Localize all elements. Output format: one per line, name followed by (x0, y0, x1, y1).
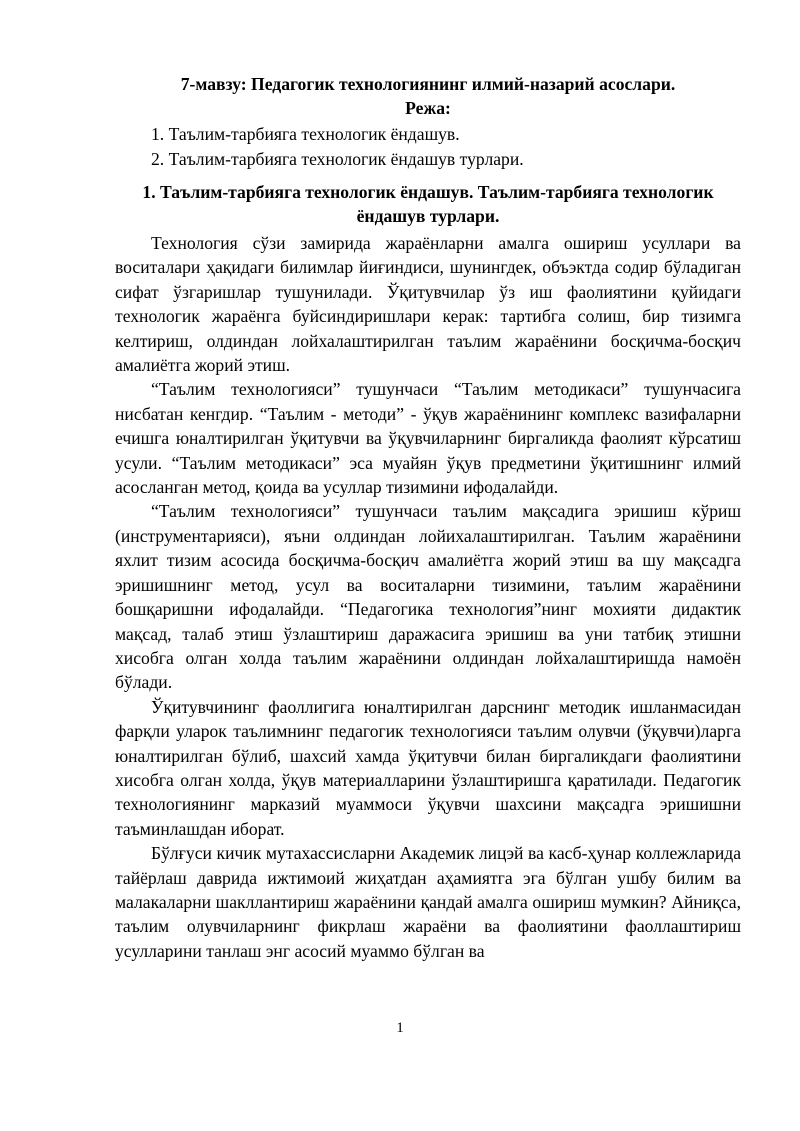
plan-list (151, 122, 741, 172)
document-title: 7-мавзу: Педагогик технологиянинг илмий-назарий асослари. (180, 74, 676, 94)
document-page (115, 72, 741, 963)
page-number: 1 (396, 1020, 404, 1036)
plan-heading: Режа: (405, 98, 451, 118)
paragraph: “Таълим технологияси” тушунчаси “Таълим методикаси” тушунчасига нисбатан кенгдир. “Таълим - методи” - ўқув жараёнининг комплекс вазифаларни ечишга юналтирилган ўқитувчи ва ўқувчиларнинг биргаликда фаолият кўрсатиш усули. “Таълим методикаси” эса муайян ўқув предметини ўқитишнинг илмий асосланган метод, қоида ва усуллар тизимини ифодалайди. (115, 379, 741, 498)
paragraph: Технология сўзи замирида жараёнларни амалга ошириш усуллари ва воситалари ҳақидаги билимлар йиғиндиси, шунингдек, объэктда содир бўладиган сифат ўзгаришлар тушунилади. Ўқитувчилар ўз иш фаолиятини қуйидаги технологик жараёнга буйсиндиришлари керак: тартибга солиш, бир тизимга келтириш, олдиндан лойхалаштирилган таълим жараёнини босқичма-босқич амалиётга жорий этиш. (115, 233, 741, 376)
section-heading: 1. Таълим-тарбияга технологик ёндашув. Таълим-тарбияга технологик ёндашув турлари. (142, 182, 714, 226)
plan-item: 2. Таълим-тарбияга технологик ёндашув турлари. (151, 149, 524, 169)
plan-item: 1. Таълим-тарбияга технологик ёндашув. (151, 124, 460, 144)
paragraph: Ўқитувчининг фаоллигига юналтирилган дарснинг методик ишланмасидан фарқли уларок таълимнинг педагогик технологияси таълим олувчи (ўқувчи)ларга юналтирилган бўлиб, шахсий хамда ўқитувчи билан биргаликдаги фаолиятини хисобга олган холда, ўқув материалларини ўзлаштиришга қаратилади. Педагогик технологиянинг марказий муаммоси ўқувчи шахсини мақсадга эришишни таъминлашдан иборат. (115, 696, 741, 839)
paragraph: Бўлғуси кичик мутахассисларни Академик лицэй ва касб-ҳунар коллежларида тайёрлаш даврида ижтимоий жиҳатдан аҳамиятга эга бўлган ушбу билим ва малакаларни шакллантириш жараёнини қандай амалга ошириш мумкин? Айниқса, таълим олувчиларнинг фикрлаш жараёни ва фаолиятини фаоллаштириш усулларини танлаш энг асосий муаммо бўлган ва (115, 843, 741, 961)
paragraph: “Таълим технологияси” тушунчаси таълим мақсадига эришиш кўриш (инструментарияси), яъни олдиндан лойихалаштирилган. Таълим жараёнини яхлит тизим асосида босқичма-босқич амалиётга жорий этиш ва шу мақсадга эришишнинг метод, усул ва воситаларни тизимини, таълим жараёнини бошқаришни ифодалайди. “Педагогика технология”нинг мохияти дидактик мақсад, талаб этиш ўзлаштириш даражасига эришиш ва уни татбиқ этишни хисобга олган холда таълим жараёнини олдиндан лойхалаштиришда намоён бўлади. (115, 501, 741, 693)
